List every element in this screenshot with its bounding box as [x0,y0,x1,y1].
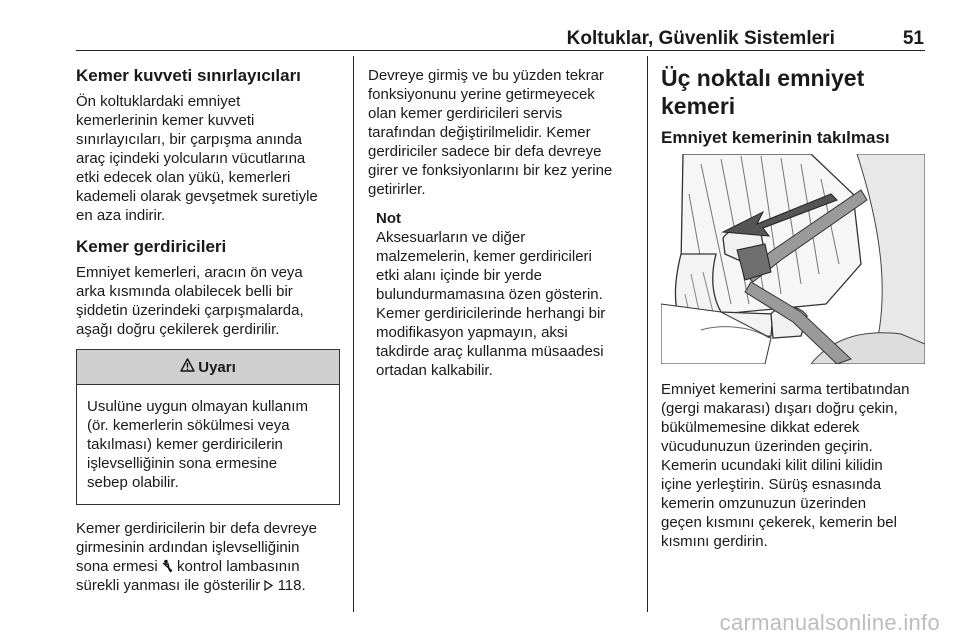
warning-text: Usulüne uygun olmayan kullanım (ör. kemerlerin sökülmesi veya takılması) kemer gerdiricilerin işlevselliğinin sona ermesine sebep olabilir. [87,398,308,491]
seat-belt-tensioner-icon [162,558,173,575]
section-heading-three-point-belt: Üç noktalı emniyet kemeri [661,65,865,119]
page-title: Koltuklar, Güvenlik Sistemleri [566,28,835,49]
column-divider-1 [353,56,354,612]
section-heading-fastening: Emniyet kemerinin takılması [661,128,890,147]
page-reference-number[interactable]: 118. [273,577,306,594]
note-text: Aksesuarların ve diğer malzemelerin, kemer gerdiricileri etki alanı içinde bir yerde bulundurmamasına özen gösterin. Kemer gerdiricilerinde herhangi bir modifikasyon yapmayın, aksi takdirde araç kullanma müsaadesi ortadan kalkabilir. [376,229,606,379]
column-2 [368,66,640,380]
pretensioner-service-text: Devreye girmiş ve bu yüzden tekrar fonksiyonunu yerine getirmeyecek olan kemer gerdiricileri servis tarafından değiştirilmelidir. Kemer gerdiriciler sadece bir defa devreye girer ve fonksiyonlarını bir kez yerine getirirler. [368,67,613,198]
watermark: carmanualsonline.info [719,610,940,635]
column-3 [661,66,929,551]
section-heading-belt-force-limiters: Kemer kuvveti sınırlayıcıları [76,66,301,85]
belt-pretensioners-text: Emniyet kemerleri, aracın ön veya arka kısmında olabilecek belli bir şiddetin üzerindeki çarpışmalarda, aşağı doğru çekilerek gerdirilir. [76,264,304,338]
belt-force-limiters-text: Ön koltuklardaki emniyet kemerlerinin kemer kuvveti sınırlayıcıları, bir çarpışma anında araç içindeki yolcuların vücutlarına etki edecek olan yükü, kemerleri kademeli olarak gevşetmek suretiyle en aza indirir. [76,93,318,224]
warning-header [77,350,339,385]
page-number: 51 [902,28,924,49]
pretensioner-activation-text [76,519,344,595]
pretensioner-text-part-1: Kemer gerdiricilerin bir defa devreye girmesinin ardından işlevselliğinin sona ermesi [76,520,317,575]
warning-triangle-icon [180,358,195,376]
column-1 [76,66,344,595]
column-divider-2 [647,56,648,612]
note-title: Not [376,210,401,227]
warning-box [76,349,340,505]
seat-belt-illustration [661,154,925,364]
pretensioner-text-part-2: kontrol lambasının sürekli yanması ile gösterilir [76,558,300,594]
warning-body [77,385,339,504]
warning-title: Uyarı [198,358,236,376]
note-box [376,209,640,380]
header-rule [76,50,925,51]
fastening-instructions-text: Emniyet kemerini sarma tertibatından (gergi makarası) dışarı doğru çekin, bükülmemesine dikkat ederek vücudunuzun üzerinden geçirin. Kemerin ucundaki kilit dilini kilidin içine yerleştirin. Sürüş esnasında kemerin omzunuzun üzerinden geçen kısmını çekerek, kemerin bel kısmını gerdirin. [661,381,910,550]
page-header [76,28,924,50]
section-heading-belt-pretensioners: Kemer gerdiricileri [76,237,227,256]
